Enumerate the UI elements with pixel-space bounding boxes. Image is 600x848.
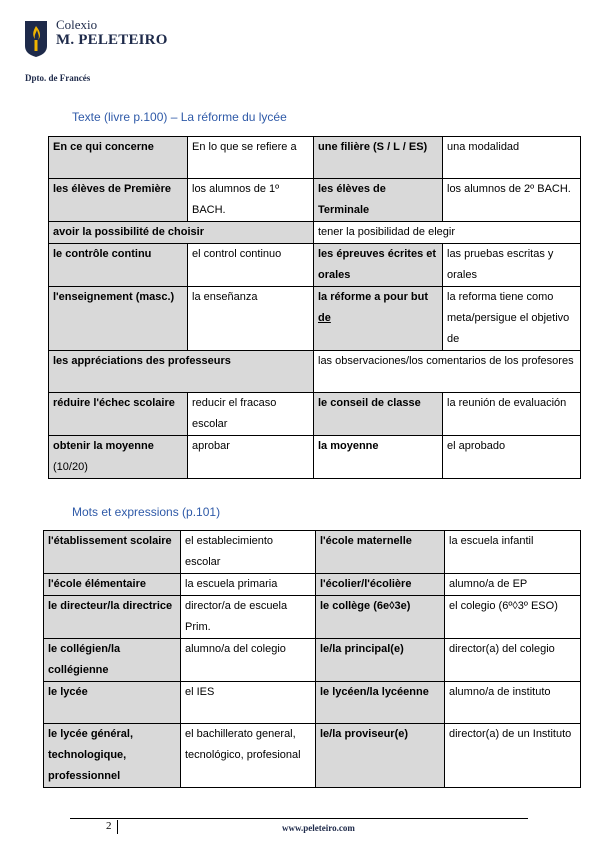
table-row [49, 287, 581, 351]
term-es: alumno/a de EP [445, 574, 581, 596]
table-row [44, 596, 581, 639]
table-row [49, 436, 581, 479]
table-row [44, 574, 581, 596]
term-fr: l'enseignement (masc.) [49, 287, 188, 351]
table-row [44, 724, 581, 788]
term-es: la escuela primaria [181, 574, 316, 596]
term-fr: une filière (S / L / ES) [314, 137, 443, 179]
term-fr: le collège (6e◊3e) [316, 596, 445, 639]
term-es: el aprobado [443, 436, 581, 479]
school-name [56, 18, 168, 49]
term-fr-moyenne [49, 436, 188, 479]
term-fr: l'école élémentaire [44, 574, 181, 596]
table-row [49, 137, 581, 179]
term-es: la reunión de evaluación [443, 393, 581, 436]
department-label: Dpto. de Francés [25, 73, 91, 83]
term-es: el establecimiento escolar [181, 531, 316, 574]
term-fr-reforme [314, 287, 443, 351]
term-fr: le lycée général, technologique, professionnel [44, 724, 181, 788]
underlined-word: de [318, 312, 331, 324]
table-row [44, 682, 581, 724]
term-fr: En ce qui concerne [49, 137, 188, 179]
vocabulary-table-reforme [48, 136, 581, 479]
term-fr: les élèves de Terminale [314, 179, 443, 222]
school-name-line1: Colexio [56, 17, 98, 32]
term-es: director(a) del colegio [445, 639, 581, 682]
page-number-divider [117, 820, 118, 834]
term-es: la escuela infantil [445, 531, 581, 574]
school-shield-logo-icon [24, 20, 48, 58]
term-es: el bachillerato general, tecnológico, profesional [181, 724, 316, 788]
page-number: 2 [106, 820, 112, 832]
term-fr: la moyenne [314, 436, 443, 479]
term-fr: les appréciations des professeurs [49, 351, 314, 393]
term-es: tener la posibilidad de elegir [314, 222, 581, 244]
term-es: reducir el fracaso escolar [188, 393, 314, 436]
term-es: alumno/a de instituto [445, 682, 581, 724]
table-row [49, 222, 581, 244]
term-fr: le conseil de classe [314, 393, 443, 436]
footer-website-link[interactable]: www.peleteiro.com [282, 823, 355, 833]
term-fr: le lycéen/la lycéenne [316, 682, 445, 724]
term-es: En lo que se refiere a [188, 137, 314, 179]
table-row [49, 179, 581, 222]
term-fr: le directeur/la directrice [44, 596, 181, 639]
term-fr: le/la proviseur(e) [316, 724, 445, 788]
term-es: director/a de escuela Prim. [181, 596, 316, 639]
footer-rule [70, 818, 528, 819]
term-fr: le/la principal(e) [316, 639, 445, 682]
term-fr: les élèves de Première [49, 179, 188, 222]
term-fr: obtenir la moyenne [53, 440, 154, 452]
term-fr: l'écolier/l'écolière [316, 574, 445, 596]
term-fr: le collégien/la collégienne [44, 639, 181, 682]
term-fr: l'école maternelle [316, 531, 445, 574]
term-es: una modalidad [443, 137, 581, 179]
vocabulary-table-mots [43, 530, 581, 788]
term-es: las pruebas escritas y orales [443, 244, 581, 287]
school-name-line2: M. PELETEIRO [56, 32, 168, 48]
term-fr: le lycée [44, 682, 181, 724]
term-es: los alumnos de 1º BACH. [188, 179, 314, 222]
term-fr: avoir la possibilité de choisir [49, 222, 314, 244]
term-es: el IES [181, 682, 316, 724]
section2-title: Mots et expressions (p.101) [72, 505, 221, 519]
table-row [49, 244, 581, 287]
term-es: la enseñanza [188, 287, 314, 351]
term-es: el control continuo [188, 244, 314, 287]
term-es: aprobar [188, 436, 314, 479]
table-row [44, 531, 581, 574]
term-fr: les épreuves écrites et orales [314, 244, 443, 287]
term-es: los alumnos de 2º BACH. [443, 179, 581, 222]
section1-title: Texte (livre p.100) – La réforme du lycée [72, 110, 287, 124]
term-es: el colegio (6º◊3º ESO) [445, 596, 581, 639]
table-row [44, 639, 581, 682]
table-row [49, 351, 581, 393]
term-es: alumno/a del colegio [181, 639, 316, 682]
term-fr-prefix: la réforme a pour but [318, 291, 429, 303]
term-es: las observaciones/los comentarios de los profesores [314, 351, 581, 393]
term-fr: le contrôle continu [49, 244, 188, 287]
table-row [49, 393, 581, 436]
term-es: la reforma tiene como meta/persigue el objetivo de [443, 287, 581, 351]
term-fr: l'établissement scolaire [44, 531, 181, 574]
term-es: director(a) de un Instituto [445, 724, 581, 788]
term-fr-note: (10/20) [53, 461, 88, 473]
term-fr: réduire l'échec scolaire [49, 393, 188, 436]
